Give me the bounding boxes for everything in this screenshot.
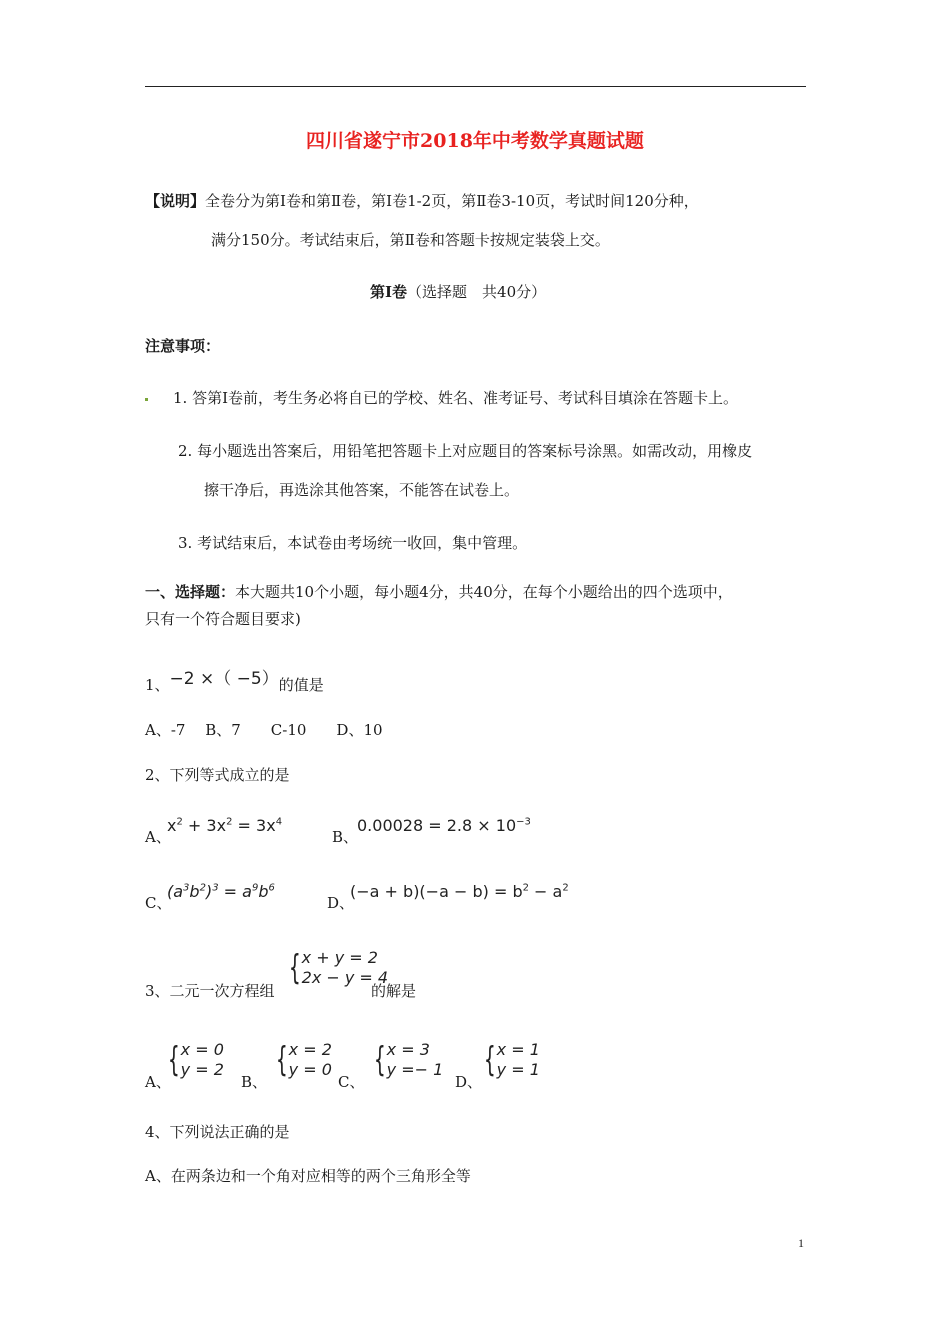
q3-option-c-label: C、 xyxy=(338,1073,365,1091)
q2-option-c-label: C、 xyxy=(145,894,172,912)
note-item-3: 3. 考试结束后，本试卷由考场统一收回，集中管理。 xyxy=(178,534,528,552)
note-item-2-line1: 2. 每小题选出答案后，用铅笔把答题卡上对应题目的答案标号涂黑。如需改动，用橡皮 xyxy=(178,442,753,460)
q3-option-b-system: { x = 2 y = 0 xyxy=(275,1040,332,1080)
q3-option-c-system: { x = 3 y =− 1 xyxy=(373,1040,444,1080)
q3-option-d-label: D、 xyxy=(455,1073,483,1091)
q4-stem: 4、下列说法正确的是 xyxy=(145,1123,290,1141)
q3-option-d-system: { x = 1 y = 1 xyxy=(483,1040,540,1080)
notes-heading: 注意事项： xyxy=(145,337,221,355)
section-title-bold: 第Ⅰ卷 xyxy=(370,283,408,301)
q2-option-a-expr: $x^2 + 3x^2 = 3x^4$ xyxy=(167,816,283,835)
q3-suffix: 的解是 xyxy=(371,982,417,1000)
q3-option-d-y: y = 1 xyxy=(496,1060,540,1079)
page-number: 1 xyxy=(798,1236,804,1250)
instructions-line1 xyxy=(145,190,699,211)
q3-option-a-x: x = 0 xyxy=(180,1040,224,1059)
q3-prefix: 3、二元一次方程组 xyxy=(145,982,275,1000)
q1-suffix: 的值是 xyxy=(278,676,324,694)
page-title: 四川省遂宁市2018年中考数学真题试题 xyxy=(306,130,644,152)
part1-heading-text: 本大题共10个小题，每小题4分，共40分，在每个小题给出的四个选项中， xyxy=(235,583,733,601)
q3-option-b-label: B、 xyxy=(241,1073,268,1091)
instructions-label: 【说明】 xyxy=(145,192,206,210)
question-1 xyxy=(145,670,324,695)
q2-option-c-expr: $(a^3b^2)^3 = a^9b^6$ xyxy=(167,882,275,901)
section-title xyxy=(370,281,546,302)
q2-option-d-main: (−a + b)(−a − b) = b xyxy=(350,882,523,901)
q3-eq2: 2x − y = 4 xyxy=(301,968,389,987)
q2-option-d-tail: − a xyxy=(528,882,563,901)
q2-option-d-expr: $(-a + b)(-a - b) = b^2 - a^2$ xyxy=(350,882,569,901)
part1-heading-bold: 一、选择题： xyxy=(145,583,236,601)
q3-option-a-y: y = 2 xyxy=(180,1060,224,1079)
q3-option-c-x: x = 3 xyxy=(386,1040,430,1059)
q2-stem: 2、下列等式成立的是 xyxy=(145,766,290,784)
header-rule xyxy=(145,86,806,87)
instructions-line2: 满分150分。考试结束后，第Ⅱ卷和答题卡按规定装袋上交。 xyxy=(211,231,610,249)
q3-option-a-label: A、 xyxy=(145,1073,171,1091)
note-item-1: 1. 答第Ⅰ卷前，考生务必将自已的学校、姓名、准考证号、考试科目填涂在答题卡上。 xyxy=(173,389,739,407)
q3-option-d-x: x = 1 xyxy=(496,1040,540,1059)
section-title-rest: （选择题 共40分） xyxy=(407,283,547,301)
q2-option-b-expr xyxy=(357,816,531,835)
q2-option-a-label: A、 xyxy=(145,828,171,846)
q2-option-b-base: 0.00028 = 2.8 × 10 xyxy=(357,816,517,835)
part1-heading-line1 xyxy=(145,581,733,602)
margin-mark xyxy=(145,398,148,401)
q3-option-b-y: y = 0 xyxy=(288,1060,332,1079)
q3-option-b-x: x = 2 xyxy=(288,1040,332,1059)
q3-option-c-y: y =− 1 xyxy=(386,1060,444,1079)
q3-brace: { xyxy=(288,948,301,988)
q4-option-a: A、在两条边和一个角对应相等的两个三角形全等 xyxy=(145,1167,471,1185)
q1-prefix: 1、 xyxy=(145,676,170,694)
q1-options: A、-7 B、7 C-10 D、10 xyxy=(145,721,383,739)
q3-eq1: x + y = 2 xyxy=(301,948,378,967)
q2-option-d-label: D、 xyxy=(327,894,355,912)
q3-option-a-system: { x = 0 y = 2 xyxy=(167,1040,224,1080)
q1-expression: −2 ×（ −5） xyxy=(169,669,279,689)
part1-heading-line2: 只有一个符合题目要求) xyxy=(145,610,301,628)
note-item-2-line2: 擦干净后，再选涂其他答案，不能答在试卷上。 xyxy=(204,481,520,499)
q2-option-b-label: B、 xyxy=(332,828,359,846)
q2-option-b-exp: −3 xyxy=(516,816,531,828)
instructions-text1: 全卷分为第Ⅰ卷和第Ⅱ卷，第Ⅰ卷1-2页，第Ⅱ卷3-10页，考试时间120分种， xyxy=(205,192,699,210)
